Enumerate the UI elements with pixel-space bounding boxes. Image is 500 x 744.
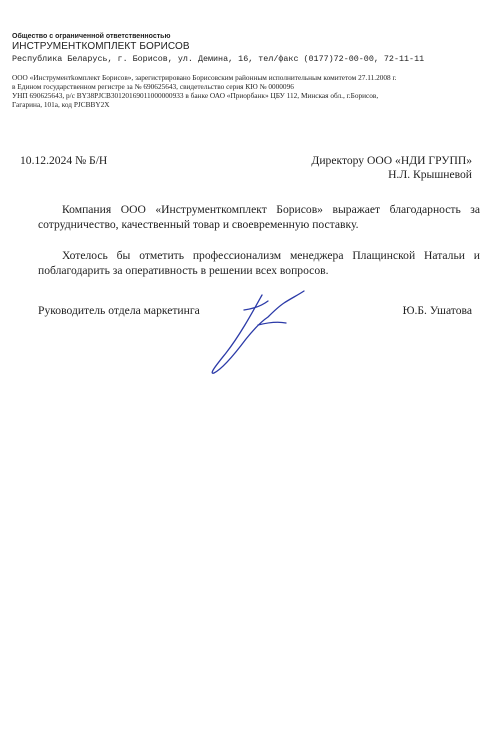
letter-paragraph-gratitude: Компания ООО «Инструменткомплект Борисов» выражает благодарность за сотрудничество, качественный товар и своевременную поставку. [38,203,480,231]
recipient-title: Директору ООО «НДИ ГРУПП» [311,154,472,167]
handwritten-signature [200,283,310,383]
signer-name: Ю.Б. Ушатова [402,304,472,317]
recipient-name: Н.Л. Крышневой [388,168,472,181]
registration-line: в Едином государственном регистре за № 690625643, свидетельство серия КЮ № 0000096 [12,82,294,91]
org-type: Общество с ограниченной ответственностью [12,33,171,40]
registration-line: ООО «Инструментkомплект Борисов», зарегистрировано Борисовским районным исполнительным комитетом 27.11.2008 г. [12,73,397,82]
signer-role: Руководитель отдела маркетинга [38,304,200,317]
registration-line: УНП 690625643, р/с BY38PJCB30120169011000000933 в банке ОАО «Приорбанк» ЦБУ 112, Минская обл., г.Борисов, [12,91,379,100]
org-address: Республика Беларусь, г. Борисов, ул. Демина, 16, тел/факс (0177)72-00-00, 72-11-11 [12,54,425,64]
letter-paragraph-manager: Хотелось бы отметить профессионализм менеджера Плащинской Натальи и поблагодарить за оперативность в решении всех вопросов. [38,249,480,277]
date-reference: 10.12.2024 № Б/Н [20,154,108,167]
org-name: ИНСТРУМЕНТКОМПЛЕКТ БОРИСОВ [12,41,190,52]
registration-line: Гагарина, 101а, код PJCBBY2X [12,100,110,109]
registration-block [12,73,492,109]
